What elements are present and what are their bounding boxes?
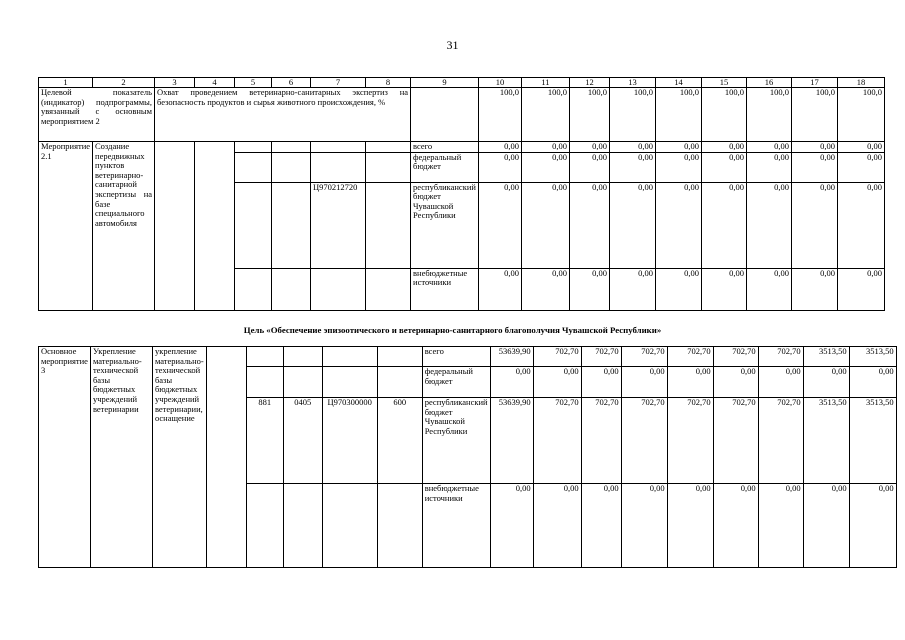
indicator-value: 100,0: [655, 88, 701, 142]
value-cell: 0,00: [609, 142, 655, 153]
value-cell: 0,00: [521, 182, 569, 268]
value-cell: 0,00: [569, 268, 609, 310]
value-cell: 0,00: [791, 268, 837, 310]
value-cell: 702,70: [758, 347, 803, 367]
value-cell: 702,70: [533, 347, 581, 367]
value-cell: 0,00: [569, 142, 609, 153]
rzpr-cell: [272, 182, 311, 268]
vr-cell: [377, 367, 422, 398]
value-cell: 0,00: [758, 367, 803, 398]
measure-2-1-name: Создание передвижных пунктов ветеринарно-санитарной экспертизы на базе специального автомобиля: [93, 142, 155, 311]
header-cell: 1: [39, 78, 93, 88]
vr-cell: [366, 182, 411, 268]
value-cell: 0,00: [667, 484, 713, 568]
header-cell: 5: [235, 78, 272, 88]
indicator-value: 100,0: [837, 88, 884, 142]
value-cell: 0,00: [581, 367, 621, 398]
value-cell: 3513,50: [803, 398, 849, 484]
value-cell: 0,00: [791, 152, 837, 182]
header-cell: 12: [569, 78, 609, 88]
value-cell: 0,00: [837, 182, 884, 268]
source-cell: внебюджетные источники: [422, 484, 490, 568]
header-row: [39, 78, 885, 88]
value-cell: 0,00: [701, 182, 746, 268]
value-cell: 0,00: [521, 268, 569, 310]
value-cell: 0,00: [791, 142, 837, 153]
kcsr-cell: [322, 484, 377, 568]
header-cell: 7: [311, 78, 366, 88]
source-cell: федеральный бюджет: [422, 367, 490, 398]
header-cell: 15: [701, 78, 746, 88]
value-cell: 0,00: [621, 367, 667, 398]
vr-cell: [366, 268, 411, 310]
header-cell: 14: [655, 78, 701, 88]
rzpr-cell: [272, 268, 311, 310]
value-cell: 0,00: [746, 182, 791, 268]
value-cell: 0,00: [621, 484, 667, 568]
source-cell: республиканский бюджет Чувашской Республики: [411, 182, 479, 268]
value-cell: 53639,90: [490, 398, 533, 484]
value-cell: 0,00: [758, 484, 803, 568]
value-cell: 0,00: [655, 152, 701, 182]
header-cell: 9: [411, 78, 479, 88]
value-cell: 0,00: [581, 484, 621, 568]
vr-cell: [377, 484, 422, 568]
grbs-cell: [235, 268, 272, 310]
indicator-value: 100,0: [521, 88, 569, 142]
value-cell: 0,00: [609, 182, 655, 268]
value-cell: 702,70: [621, 347, 667, 367]
header-cell: 8: [366, 78, 411, 88]
indicator-value: 100,0: [478, 88, 521, 142]
value-cell: 0,00: [478, 268, 521, 310]
kcsr-cell: Ц970300000: [322, 398, 377, 484]
value-cell: 0,00: [655, 182, 701, 268]
value-cell: 0,00: [746, 268, 791, 310]
value-cell: 702,70: [581, 398, 621, 484]
value-cell: 3513,50: [849, 398, 896, 484]
measure-2-1-type: Мероприятие 2.1: [39, 142, 93, 311]
value-cell: 702,70: [581, 347, 621, 367]
value-cell: 3513,50: [803, 347, 849, 367]
value-cell: 0,00: [746, 142, 791, 153]
value-cell: 0,00: [533, 484, 581, 568]
kcsr-cell: [322, 367, 377, 398]
value-cell: 702,70: [713, 347, 758, 367]
value-cell: 0,00: [791, 182, 837, 268]
kcsr-cell: [322, 347, 377, 367]
measure-2-1-col4: [195, 142, 235, 311]
value-cell: 0,00: [713, 367, 758, 398]
indicator-source: [411, 88, 479, 142]
value-cell: 702,70: [667, 347, 713, 367]
value-cell: 0,00: [521, 152, 569, 182]
vr-cell: [377, 347, 422, 367]
source-cell: всего: [411, 142, 479, 153]
value-cell: 0,00: [478, 152, 521, 182]
grbs-cell: [246, 484, 283, 568]
header-cell: 18: [837, 78, 884, 88]
value-cell: 0,00: [655, 142, 701, 153]
indicator-value: 100,0: [609, 88, 655, 142]
value-cell: 702,70: [667, 398, 713, 484]
source-cell: федеральный бюджет: [411, 152, 479, 182]
value-cell: 0,00: [569, 182, 609, 268]
value-cell: 0,00: [521, 142, 569, 153]
value-cell: 0,00: [713, 484, 758, 568]
indicator-text: Охват проведением ветеринарно-санитарных экспертиз на безопасность продуктов и сырья животного происхождения, %: [155, 88, 411, 142]
kcsr-cell: Ц970212720: [311, 182, 366, 268]
value-cell: 0,00: [803, 484, 849, 568]
header-cell: 13: [609, 78, 655, 88]
value-cell: 702,70: [713, 398, 758, 484]
rzpr-cell: [283, 347, 322, 367]
source-cell: республиканский бюджет Чувашской Республики: [422, 398, 490, 484]
kcsr-cell: [311, 142, 366, 153]
grbs-cell: [235, 182, 272, 268]
header-cell: 6: [272, 78, 311, 88]
measure-2-1-col3: [155, 142, 195, 311]
grbs-cell: [246, 367, 283, 398]
value-cell: 3513,50: [849, 347, 896, 367]
indicator-value: 100,0: [701, 88, 746, 142]
value-cell: 702,70: [758, 398, 803, 484]
page-number: 31: [446, 38, 459, 52]
value-cell: 0,00: [478, 142, 521, 153]
value-cell: 0,00: [533, 367, 581, 398]
header-cell: 17: [791, 78, 837, 88]
measure-3-col4: [206, 347, 246, 568]
goal-heading: Цель «Обеспечение эпизоотического и ветеринарно-санитарного благополучия Чувашской Республики»: [243, 325, 662, 335]
value-cell: 0,00: [701, 142, 746, 153]
vr-cell: 600: [377, 398, 422, 484]
rzpr-cell: [283, 484, 322, 568]
kcsr-cell: [311, 152, 366, 182]
program-table-part-1: [38, 77, 885, 311]
value-cell: 0,00: [490, 367, 533, 398]
kcsr-cell: [311, 268, 366, 310]
indicator-label: Целевой показатель (индикатор) подпрограммы, увязанный с основным мероприятием 2: [39, 88, 155, 142]
value-cell: 0,00: [569, 152, 609, 182]
value-cell: 0,00: [837, 268, 884, 310]
header-cell: 2: [93, 78, 155, 88]
source-cell: всего: [422, 347, 490, 367]
grbs-cell: [235, 152, 272, 182]
value-cell: 0,00: [837, 142, 884, 153]
rzpr-cell: [272, 142, 311, 153]
grbs-cell: [235, 142, 272, 153]
value-cell: 0,00: [609, 152, 655, 182]
measure-3-col3: укрепление материально-технической базы бюджетных учреждений ветеринарии, оснащение: [152, 347, 206, 568]
value-cell: 0,00: [667, 367, 713, 398]
value-cell: 0,00: [609, 268, 655, 310]
header-cell: 16: [746, 78, 791, 88]
table-row: [39, 347, 897, 367]
value-cell: 0,00: [849, 484, 896, 568]
measure-3-name: Укрепление материально-технической базы бюджетных учреждений ветеринарии: [90, 347, 152, 568]
vr-cell: [366, 152, 411, 182]
value-cell: 0,00: [746, 152, 791, 182]
value-cell: 53639,90: [490, 347, 533, 367]
value-cell: 0,00: [803, 367, 849, 398]
rzpr-cell: [272, 152, 311, 182]
header-cell: 4: [195, 78, 235, 88]
header-cell: 3: [155, 78, 195, 88]
header-cell: 10: [478, 78, 521, 88]
indicator-value: 100,0: [569, 88, 609, 142]
grbs-cell: [246, 347, 283, 367]
value-cell: 0,00: [655, 268, 701, 310]
measure-3-type: Основное мероприятие 3: [39, 347, 91, 568]
value-cell: 0,00: [490, 484, 533, 568]
value-cell: 0,00: [701, 268, 746, 310]
program-table-part-2: [38, 346, 897, 568]
value-cell: 702,70: [621, 398, 667, 484]
grbs-cell: 881: [246, 398, 283, 484]
value-cell: 0,00: [849, 367, 896, 398]
indicator-value: 100,0: [791, 88, 837, 142]
source-cell: внебюджетные источники: [411, 268, 479, 310]
indicator-row: [39, 88, 885, 142]
rzpr-cell: [283, 367, 322, 398]
value-cell: 702,70: [533, 398, 581, 484]
header-cell: 11: [521, 78, 569, 88]
table-row: [39, 142, 885, 153]
indicator-value: 100,0: [746, 88, 791, 142]
vr-cell: [366, 142, 411, 153]
value-cell: 0,00: [837, 152, 884, 182]
rzpr-cell: 0405: [283, 398, 322, 484]
value-cell: 0,00: [478, 182, 521, 268]
value-cell: 0,00: [701, 152, 746, 182]
